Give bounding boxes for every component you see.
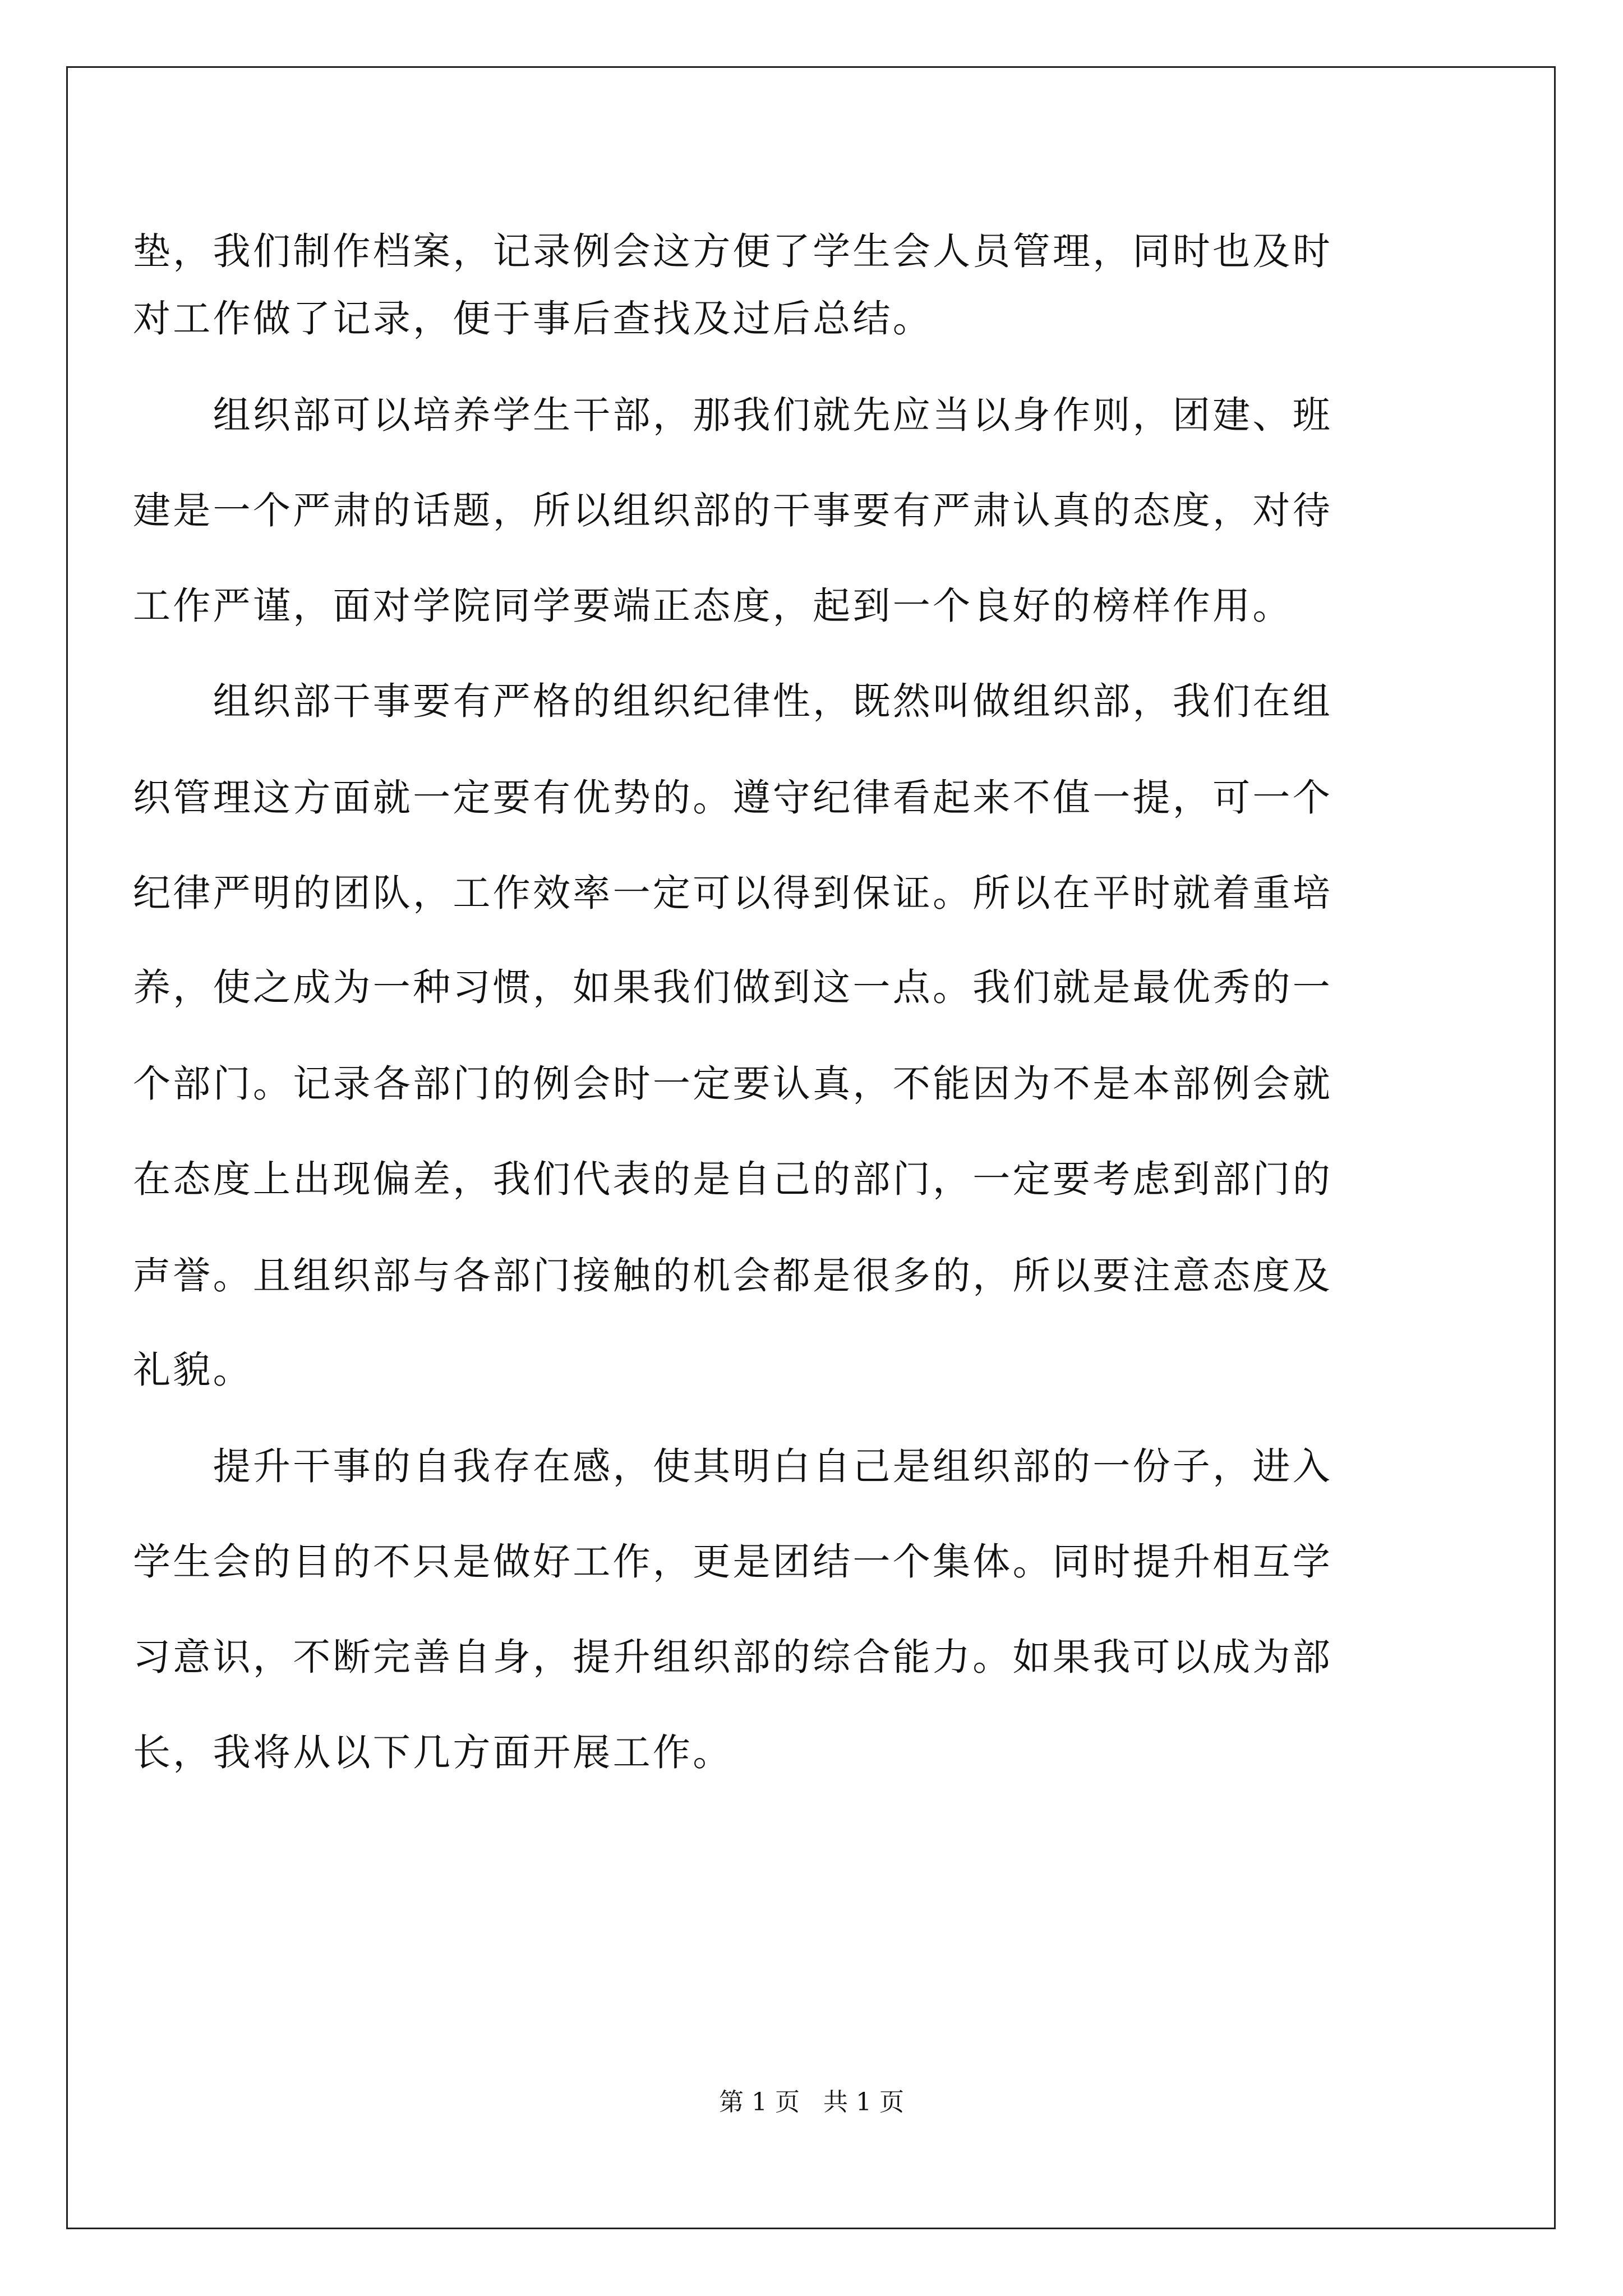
text-line: 纪律严明的团队，工作效率一定可以得到保证。所以在平时就着重培 bbox=[133, 871, 1332, 915]
text-line: 礼貌。 bbox=[133, 1348, 253, 1392]
text-line: 习意识，不断完善自身，提升组织部的综合能力。如果我可以成为部 bbox=[133, 1635, 1332, 1679]
text-line: 组织部干事要有严格的组织纪律性，既然叫做组织部，我们在组 bbox=[133, 679, 1332, 723]
text-line: 长，我将从以下几方面开展工作。 bbox=[133, 1731, 733, 1774]
text-line: 个部门。记录各部门的例会时一定要认真，不能因为不是本部例会就 bbox=[133, 1062, 1332, 1106]
text-line: 工作严谨，面对学院同学要端正态度，起到一个良好的榜样作用。 bbox=[133, 584, 1293, 628]
text-line: 建是一个严肃的话题，所以组织部的干事要有严肃认真的态度，对待 bbox=[133, 489, 1332, 532]
text-line: 声誉。且组织部与各部门接触的机会都是很多的，所以要注意态度及 bbox=[133, 1254, 1332, 1297]
text-line: 学生会的目的不只是做好工作，更是团结一个集体。同时提升相互学 bbox=[133, 1540, 1332, 1584]
text-line: 垫，我们制作档案，记录例会这方便了学生会人员管理，同时也及时 bbox=[133, 229, 1332, 273]
text-line: 组织部可以培养学生干部，那我们就先应当以身作则，团建、班 bbox=[133, 393, 1332, 437]
text-line: 养，使之成为一种习惯，如果我们做到这一点。我们就是最优秀的一 bbox=[133, 965, 1332, 1009]
text-line: 提升干事的自我存在感，使其明白自己是组织部的一份子，进入 bbox=[133, 1444, 1332, 1488]
text-line: 在态度上出现偏差，我们代表的是自己的部门，一定要考虑到部门的 bbox=[133, 1157, 1332, 1201]
page-footer: 第 1 页 共 1 页 bbox=[719, 2088, 904, 2116]
text-line: 对工作做了记录，便于事后查找及过后总结。 bbox=[133, 297, 933, 341]
text-line: 织管理这方面就一定要有优势的。遵守纪律看起来不值一提，可一个 bbox=[133, 776, 1332, 820]
